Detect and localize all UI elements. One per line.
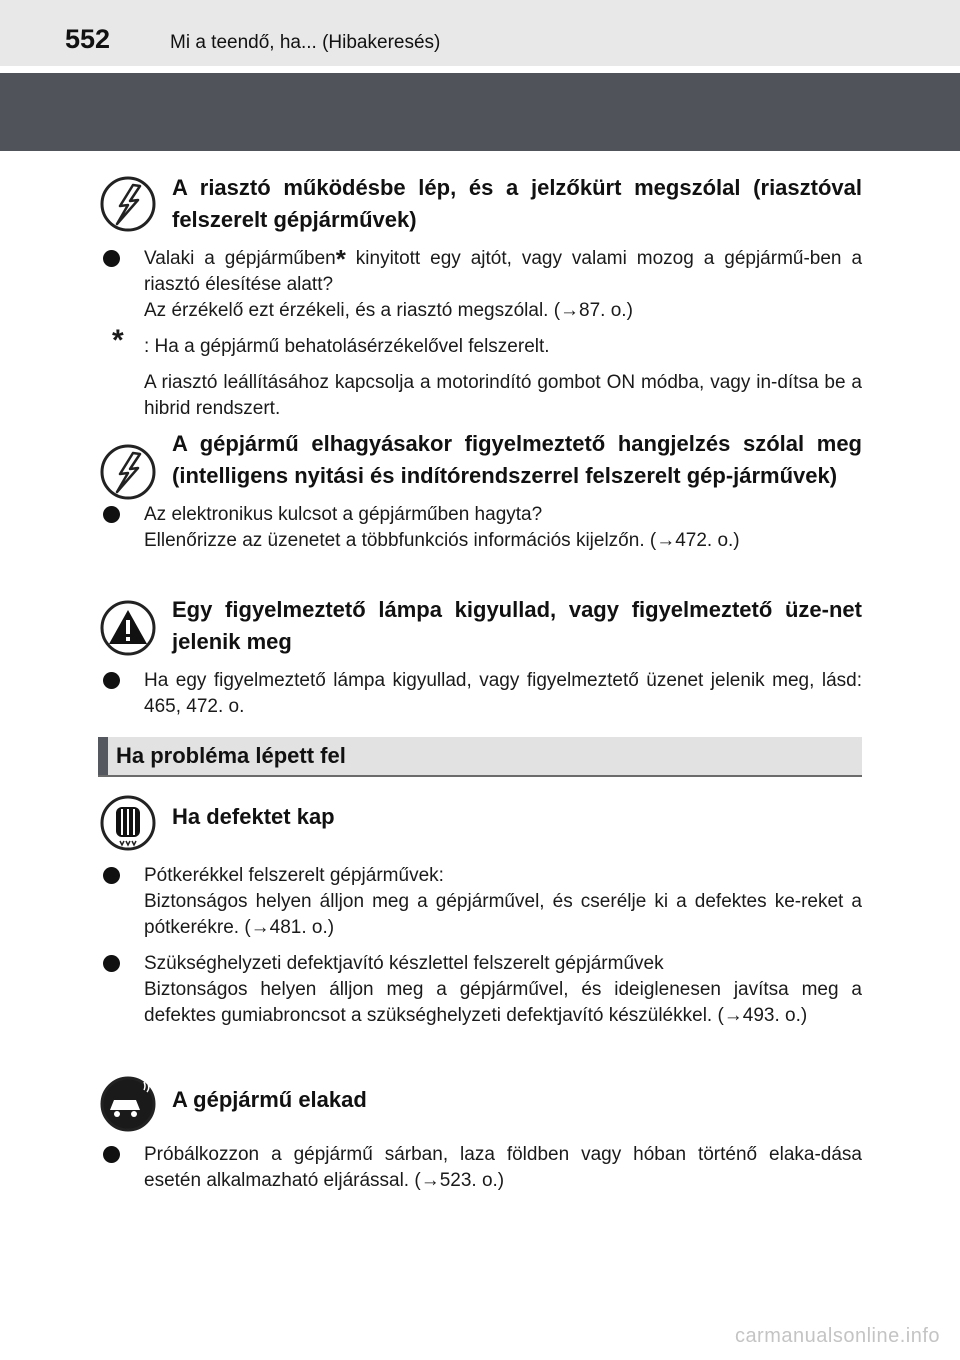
section-warning-lamp [100,594,862,720]
list-item [100,863,862,941]
header-band [0,73,960,151]
bullet-text: Az elektronikus kulcsot a gépjárműben hagyta? [144,504,543,525]
bullet-dot [103,867,120,884]
section-bar [98,737,862,777]
section-title: A gépjármű elhagyásakor figyelmeztető hangjelzés szólal meg (intelligens nyitási és indítórendszerrel felszerelt gép-járművek) [172,431,862,488]
bullet-text: Szükséghelyzeti defektjavító készlettel felszerelt gépjárművek [144,953,664,974]
section-title: Ha defektet kap [172,804,335,829]
footnote-extra: A riasztó leállításához kapcsolja a motorindító gombot ON módba, vagy in-dítsa be a hibrid rendszert. [144,372,862,419]
lightning-icon [100,444,156,500]
footnote-star: * [335,244,346,274]
chapter-title: Mi a teendő, ha... (Hibakeresés) [170,32,441,53]
section-stuck [100,1076,862,1194]
section-title: Egy figyelmeztető lámpa kigyullad, vagy figyelmeztető üze-net jelenik meg [172,597,862,654]
footnote [100,324,862,360]
bullet-dot [103,672,120,689]
bullet-text: Biztonságos helyen álljon meg a gépjárművel, és ideiglenesen javítsa meg a defektes gumiabroncsot a szükséghelyzeti defektjavító készülékkel. (→493. o.) [144,979,862,1026]
bullet-dot [103,1146,120,1163]
bullet-text: Biztonságos helyen álljon meg a gépjárművel, és cserélje ki a defektes ke-reket a pótkerékre. (→481. o.) [144,891,862,938]
bullet-dot [103,506,120,523]
bar-title: Ha probléma lépett fel [116,743,346,768]
section-alarm [100,172,862,422]
section-title: A gépjármű elakad [172,1087,367,1112]
section-title: A riasztó működésbe lép, és a jelzőkürt megszólal (riasztóval felszerelt gépjárművek) [172,175,862,232]
list-item [100,668,862,720]
stuck-car-icon [100,1076,156,1132]
footnote-text: : Ha a gépjármű behatolásérzékelővel felszerelt. [144,336,550,357]
list-item [100,1142,862,1194]
bullet-text: Próbálkozzon a gépjármű sárban, laza földben vagy hóban történő elaka-dása esetén alkalmazható eljárással. (→523. o.) [144,1144,862,1191]
bullet-text: Valaki a gépjárműben [144,248,336,269]
lightning-icon [100,176,156,232]
bullet-dot [103,250,120,267]
bullet-text: Ha egy figyelmeztető lámpa kigyullad, vagy figyelmeztető üzenet jelenik meg, lásd: 465, 472. o. [144,670,862,717]
list-item [100,502,862,554]
section-key-warning [100,428,862,554]
page-number: 552 [65,24,111,54]
bullet-text: Az érzékelő ezt érzékeli, és a riasztó megszólal. (→87. o.) [144,300,633,321]
warning-icon [100,600,156,656]
bullet-text: kinyitott egy ajtót, vagy valami mozog a gépjármű-ben a riasztó élesítése alatt? [144,248,863,295]
list-item [100,951,862,1029]
page-header [0,0,960,66]
bullet-dot [103,955,120,972]
footnote-star: * [112,324,124,357]
tire-icon [100,795,156,851]
bullet-text: Ellenőrizze az üzenetet a többfunkciós információs kijelzőn. (→472. o.) [144,530,740,551]
section-flat-tire [100,795,862,1029]
bar-accent [98,737,108,775]
watermark: carmanualsonline.info [734,1325,940,1347]
list-item [100,246,862,324]
bullet-text: Pótkerékkel felszerelt gépjárművek: [144,865,444,886]
